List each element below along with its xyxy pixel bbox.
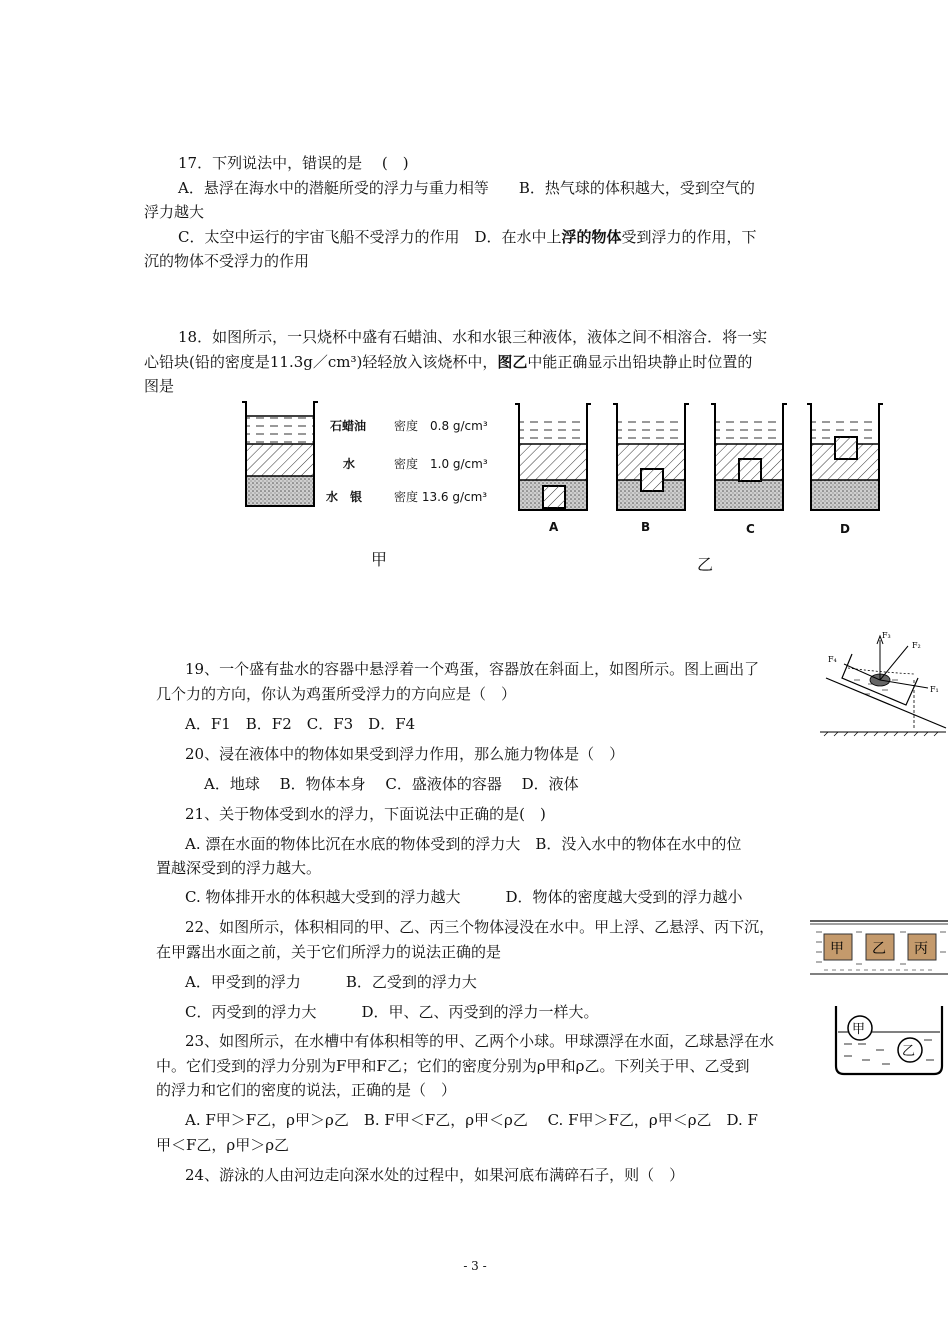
block-bing-label: 丙 <box>914 941 928 957</box>
q17-c-bold: 浮的物体 <box>561 228 622 246</box>
q18-l2-pre: 心铅块(铅的密度是11.3g／cm³)轻轻放入该烧杯中， <box>144 353 498 371</box>
force-f2-label: F₂ <box>912 641 921 650</box>
q18-line3: 图是 <box>144 377 175 395</box>
block-jia-label: 甲 <box>830 941 844 957</box>
q23-line1: 23、如图所示，在水槽中有体积相等的甲、乙两个小球。甲球漂浮在水面，乙球悬浮在水 <box>185 1032 775 1050</box>
q18-l2-post: 中能正确显示出铅块静止时位置的 <box>527 353 753 371</box>
beaker-d-figure <box>806 402 884 514</box>
q17-option-ab: A．悬浮在海水中的潜艇所受的浮力与重力相等 B．热气球的体积越大，受到空气的 <box>178 179 755 197</box>
incline-force-diagram <box>818 628 948 736</box>
option-label-d: D <box>840 522 850 536</box>
q20-options: A．地球 B．物体本身 C．盛液体的容器 D．液体 <box>204 775 579 793</box>
q22-option-ab: A．甲受到的浮力 B．乙受到的浮力大 <box>185 973 477 991</box>
q18-line1: 18．如图所示，一只烧杯中盛有石蜡油、水和水银三种液体，液体之间不相溶合．将一实 <box>178 328 768 346</box>
beaker-c-figure <box>710 402 788 514</box>
beaker-jia-figure <box>240 398 320 513</box>
option-label-c: C <box>746 522 755 536</box>
liquid-label-water: 水 <box>343 457 356 471</box>
density-label-water: 密度 1.0 g/cm³ <box>394 457 488 471</box>
block-yi-label: 乙 <box>872 941 886 957</box>
q17-c-pre: C．太空中运行的宇宙飞船不受浮力的作用 D．在水中上 <box>178 228 562 246</box>
q21-option-ab: A. 漂在水面的物体比沉在水底的物体受到的浮力大 B．没入水中的物体在水中的位 <box>185 835 742 853</box>
q22-option-cd: C．丙受到的浮力大 D．甲、乙、丙受到的浮力一样大。 <box>185 1003 599 1021</box>
q18-line2 <box>144 352 752 372</box>
q18-l2-bold: 图乙 <box>497 353 528 371</box>
q21-line1: 21、关于物体受到水的浮力，下面说法中正确的是( ) <box>185 805 546 823</box>
caption-yi: 乙 <box>697 555 714 574</box>
q17-c-post: 受到浮力的作用，下 <box>621 228 757 246</box>
q22-line2: 在甲露出水面之前，关于它们所浮力的说法正确的是 <box>156 943 502 961</box>
liquid-label-mercury: 水 银 <box>326 490 363 504</box>
q23-line3: 的浮力和它们的密度的说法，正确的是（ ） <box>156 1081 457 1099</box>
q21-option-ab-cont: 置越深受到的浮力越大。 <box>156 859 322 877</box>
liquid-label-paraffin: 石蜡油 <box>330 419 367 433</box>
three-blocks-figure <box>810 918 948 976</box>
density-label-paraffin: 密度 0.8 g/cm³ <box>394 419 488 433</box>
force-f4-label: F₄ <box>828 655 837 664</box>
q17-option-cd-cont: 沉的物体不受浮力的作用 <box>144 252 310 270</box>
ball-yi-label: 乙 <box>902 1044 916 1059</box>
density-label-mercury: 密度 13.6 g/cm³ <box>394 490 488 504</box>
beaker-a-figure <box>514 402 592 514</box>
force-f1-label: F₁ <box>930 685 939 694</box>
q17-option-ab-cont: 浮力越大 <box>144 203 205 221</box>
q20-line1: 20、浸在液体中的物体如果受到浮力作用，那么施力物体是（ ） <box>185 745 625 763</box>
page-number: - 3 - <box>463 1259 487 1273</box>
water-tank-figure <box>832 1006 946 1078</box>
q21-option-cd: C. 物体排开水的体积越大受到的浮力越大 D．物体的密度越大受到的浮力越小 <box>185 888 743 906</box>
ball-jia-label: 甲 <box>852 1022 866 1037</box>
q19-options: A．F1 B．F2 C．F3 D．F4 <box>185 715 416 733</box>
caption-jia: 甲 <box>371 550 388 569</box>
force-f3-label: F₃ <box>882 631 891 640</box>
q17-option-cd <box>178 227 757 247</box>
q17-stem: 17．下列说法中，错误的是 ( ) <box>178 154 409 172</box>
q23-options-cont: 甲＜F乙，ρ甲＞ρ乙 <box>156 1136 290 1154</box>
q19-line2: 几个力的方向，你认为鸡蛋所受浮力的方向应是（ ） <box>156 685 517 703</box>
q23-options: A. F甲＞F乙，ρ甲＞ρ乙 B. F甲＜F乙，ρ甲＜ρ乙 C. F甲＞F乙，ρ甲＜ρ乙 D. F <box>185 1111 758 1129</box>
beaker-b-figure <box>612 402 690 514</box>
q23-line2: 中。它们受到的浮力分别为F甲和F乙；它们的密度分别为ρ甲和ρ乙。下列关于甲、乙受到 <box>156 1057 750 1075</box>
option-label-a: A <box>549 520 559 534</box>
q22-line1: 22、如图所示，体积相同的甲、乙、丙三个物体浸没在水中。甲上浮、乙悬浮、丙下沉， <box>185 918 775 936</box>
q19-line1: 19、一个盛有盐水的容器中悬浮着一个鸡蛋，容器放在斜面上，如图所示。图上画出了 <box>185 660 760 678</box>
option-label-b: B <box>641 520 651 534</box>
q24-line1: 24、游泳的人由河边走向深水处的过程中，如果河底布满碎石子，则（ ） <box>185 1166 685 1184</box>
